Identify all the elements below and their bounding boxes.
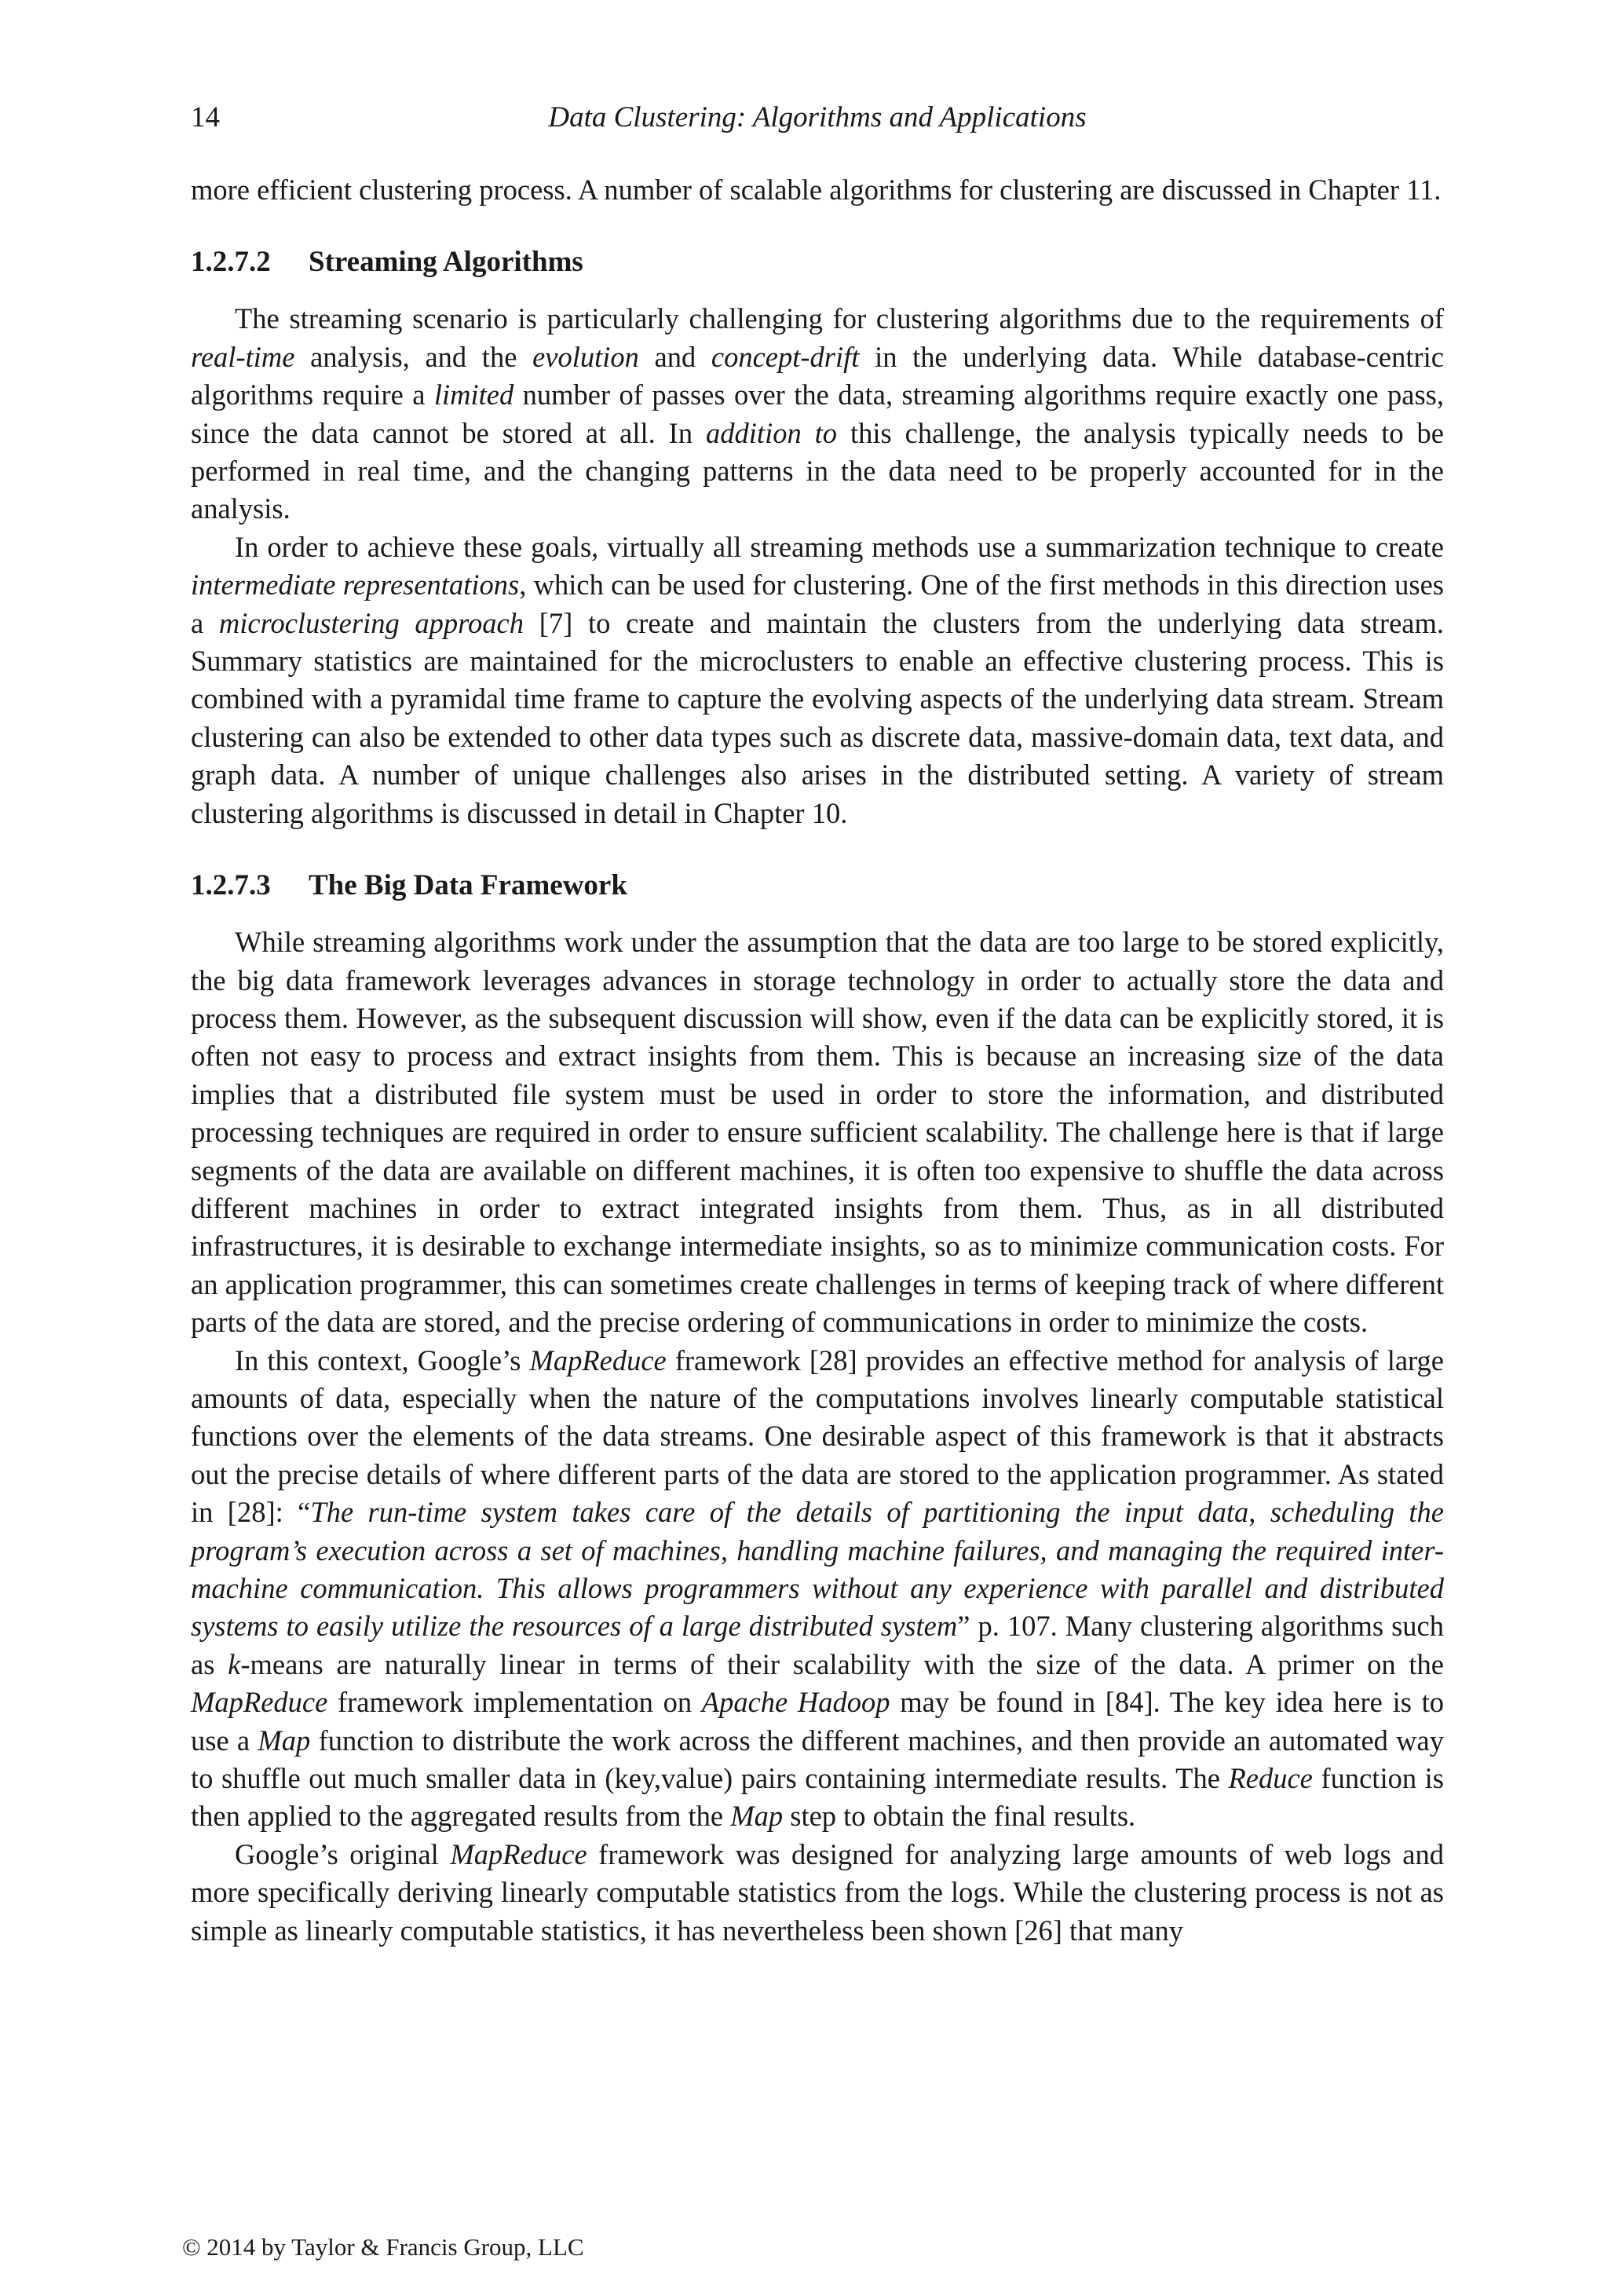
- text-run: analysis, and the: [294, 340, 533, 373]
- text-run: and: [638, 340, 711, 373]
- section-title: Streaming Algorithms: [309, 246, 583, 279]
- text-run: function is then applied to the aggregated results from the: [191, 1762, 1444, 1833]
- emphasis-real-time: real-time: [191, 340, 295, 373]
- emphasis-mapreduce: MapReduce: [191, 1686, 328, 1719]
- section-number: 1.2.7.3: [191, 869, 271, 902]
- text-run: this challenge, the analysis typically needs to be performed in real time, and the changing patterns in the data need to be properly accounted for in the analysis.: [191, 416, 1444, 525]
- opening-paragraph: [191, 171, 1444, 209]
- streaming-paragraph-1: [191, 300, 1444, 528]
- emphasis-intermediate-representations: intermediate representations: [191, 569, 520, 601]
- emphasis-evolution: evolution: [532, 340, 639, 373]
- emphasis-k: k: [228, 1647, 241, 1680]
- text-run: number of passes over the data, streaming algorithms require exactly one pass, since the data cannot be stored at all. In: [191, 378, 1444, 449]
- text-run: Google’s original: [235, 1837, 451, 1870]
- streaming-paragraph-2: [191, 528, 1444, 832]
- text-run: function to distribute the work across the different machines, and then provide an automated way to shuffle out much smaller data in (key,value) pairs containing intermediate results. The: [191, 1724, 1444, 1795]
- emphasis-limited: limited: [433, 378, 514, 411]
- emphasis-map: Map: [258, 1724, 311, 1757]
- section-heading-streaming: [191, 243, 1444, 281]
- emphasis-microclustering-approach: microclustering approach: [218, 606, 524, 639]
- text-run: framework [28] provides an effective method for analysis of large amounts of data, especially when the nature of the computations involves linearly computable statistical functions over the elements of the data streams. One desirable aspect of this framework is that it abstracts out the precise details of where different parts of the data are stored to the application programmer. As stated in [28]: “: [191, 1344, 1444, 1529]
- emphasis-mapreduce: MapReduce: [529, 1344, 667, 1377]
- section-title: The Big Data Framework: [309, 869, 627, 902]
- text-run: in the underlying data. While database-centric algorithms require a: [191, 340, 1445, 411]
- text-run: may be found in [84]. The key idea here is to use a: [191, 1686, 1444, 1757]
- page-number: 14: [191, 101, 220, 133]
- text-run: ” p. 107. Many clustering algorithms such as: [191, 1610, 1444, 1680]
- text-run: -means are naturally linear in terms of their scalability with the size of the data. A primer on the: [240, 1647, 1444, 1680]
- emphasis-apache-hadoop: Apache Hadoop: [701, 1686, 890, 1719]
- text-run: [7] to create and maintain the clusters from the underlying data stream. Summary statistics are maintained for the microclusters to enable an effective clustering process. This is combined with a pyramidal time frame to capture the evolving aspects of the underlying data stream. Stream clustering can also be extended to other data types such as discrete data, massive-domain data, text data, and graph data. A number of unique challenges also arises in the distributed setting. A variety of stream clustering algorithms is discussed in detail in Chapter 10.: [191, 606, 1445, 829]
- text-run: framework implementation on: [327, 1686, 702, 1719]
- block-quotation: The run-time system takes care of the details of partitioning the input data, scheduling the program’s execution across a set of machines, handling machine failures, and managing the required inter-machine communication. This allows programmers without any experience with parallel and distributed systems to easily utilize the resources of a large distributed system: [191, 1496, 1445, 1643]
- text-run: , which can be used for clustering. One of the first methods in this direction uses a: [191, 569, 1444, 639]
- text-run: While streaming algorithms work under the assumption that the data are too large to be stored explicitly, the big data framework leverages advances in storage technology in order to actually store the data and process them. However, as the subsequent discussion will show, even if the data can be explicitly stored, it is often not easy to process and extract insights from them. This is because an increasing size of the data implies that a distributed file system must be used in order to store the information, and distributed processing techniques are required in order to ensure sufficient scalability. The challenge here is that if large segments of the data are available on different machines, it is often too expensive to shuffle the data across different machines in order to extract integrated insights from them. Thus, as in all distributed infrastructures, it is desirable to exchange intermediate insights, so as to minimize communication costs. For an application programmer, this can sometimes create challenges in terms of keeping track of where different parts of the data are stored, and the precise ordering of communications in order to minimize the costs.: [191, 926, 1444, 1339]
- emphasis-reduce: Reduce: [1228, 1762, 1313, 1795]
- big-data-paragraph-1: [191, 923, 1444, 1341]
- big-data-paragraph-3: [191, 1836, 1444, 1950]
- emphasis-map: Map: [730, 1800, 784, 1833]
- big-data-paragraph-2: [191, 1342, 1444, 1836]
- text-run: In order to achieve these goals, virtually all streaming methods use a summarization technique to create: [235, 530, 1444, 563]
- text-run: In this context, Google’s: [235, 1344, 530, 1377]
- page-body: [191, 171, 1444, 1950]
- emphasis-mapreduce: MapReduce: [450, 1837, 587, 1870]
- text-run: step to obtain the final results.: [783, 1800, 1136, 1833]
- text-run: The streaming scenario is particularly challenging for clustering algorithms due to the requirements of: [235, 302, 1444, 335]
- emphasis-addition-to: addition to: [706, 416, 838, 449]
- section-number: 1.2.7.2: [191, 246, 271, 279]
- emphasis-concept-drift: concept-drift: [711, 340, 860, 373]
- running-title: Data Clustering: Algorithms and Applications: [548, 101, 1087, 133]
- copyright-footer: © 2014 by Taylor & Francis Group, LLC: [182, 2233, 584, 2261]
- opening-paragraph-text: more efficient clustering process. A number of scalable algorithms for clustering are discussed in Chapter 11.: [191, 174, 1442, 206]
- text-run: framework was designed for analyzing large amounts of web logs and more specifically deriving linearly computable statistics from the logs. While the clustering process is not as simple as linearly computable statistics, it has nevertheless been shown [26] that many: [191, 1837, 1444, 1947]
- section-heading-big-data: [191, 867, 1444, 905]
- page-header: [191, 101, 1444, 144]
